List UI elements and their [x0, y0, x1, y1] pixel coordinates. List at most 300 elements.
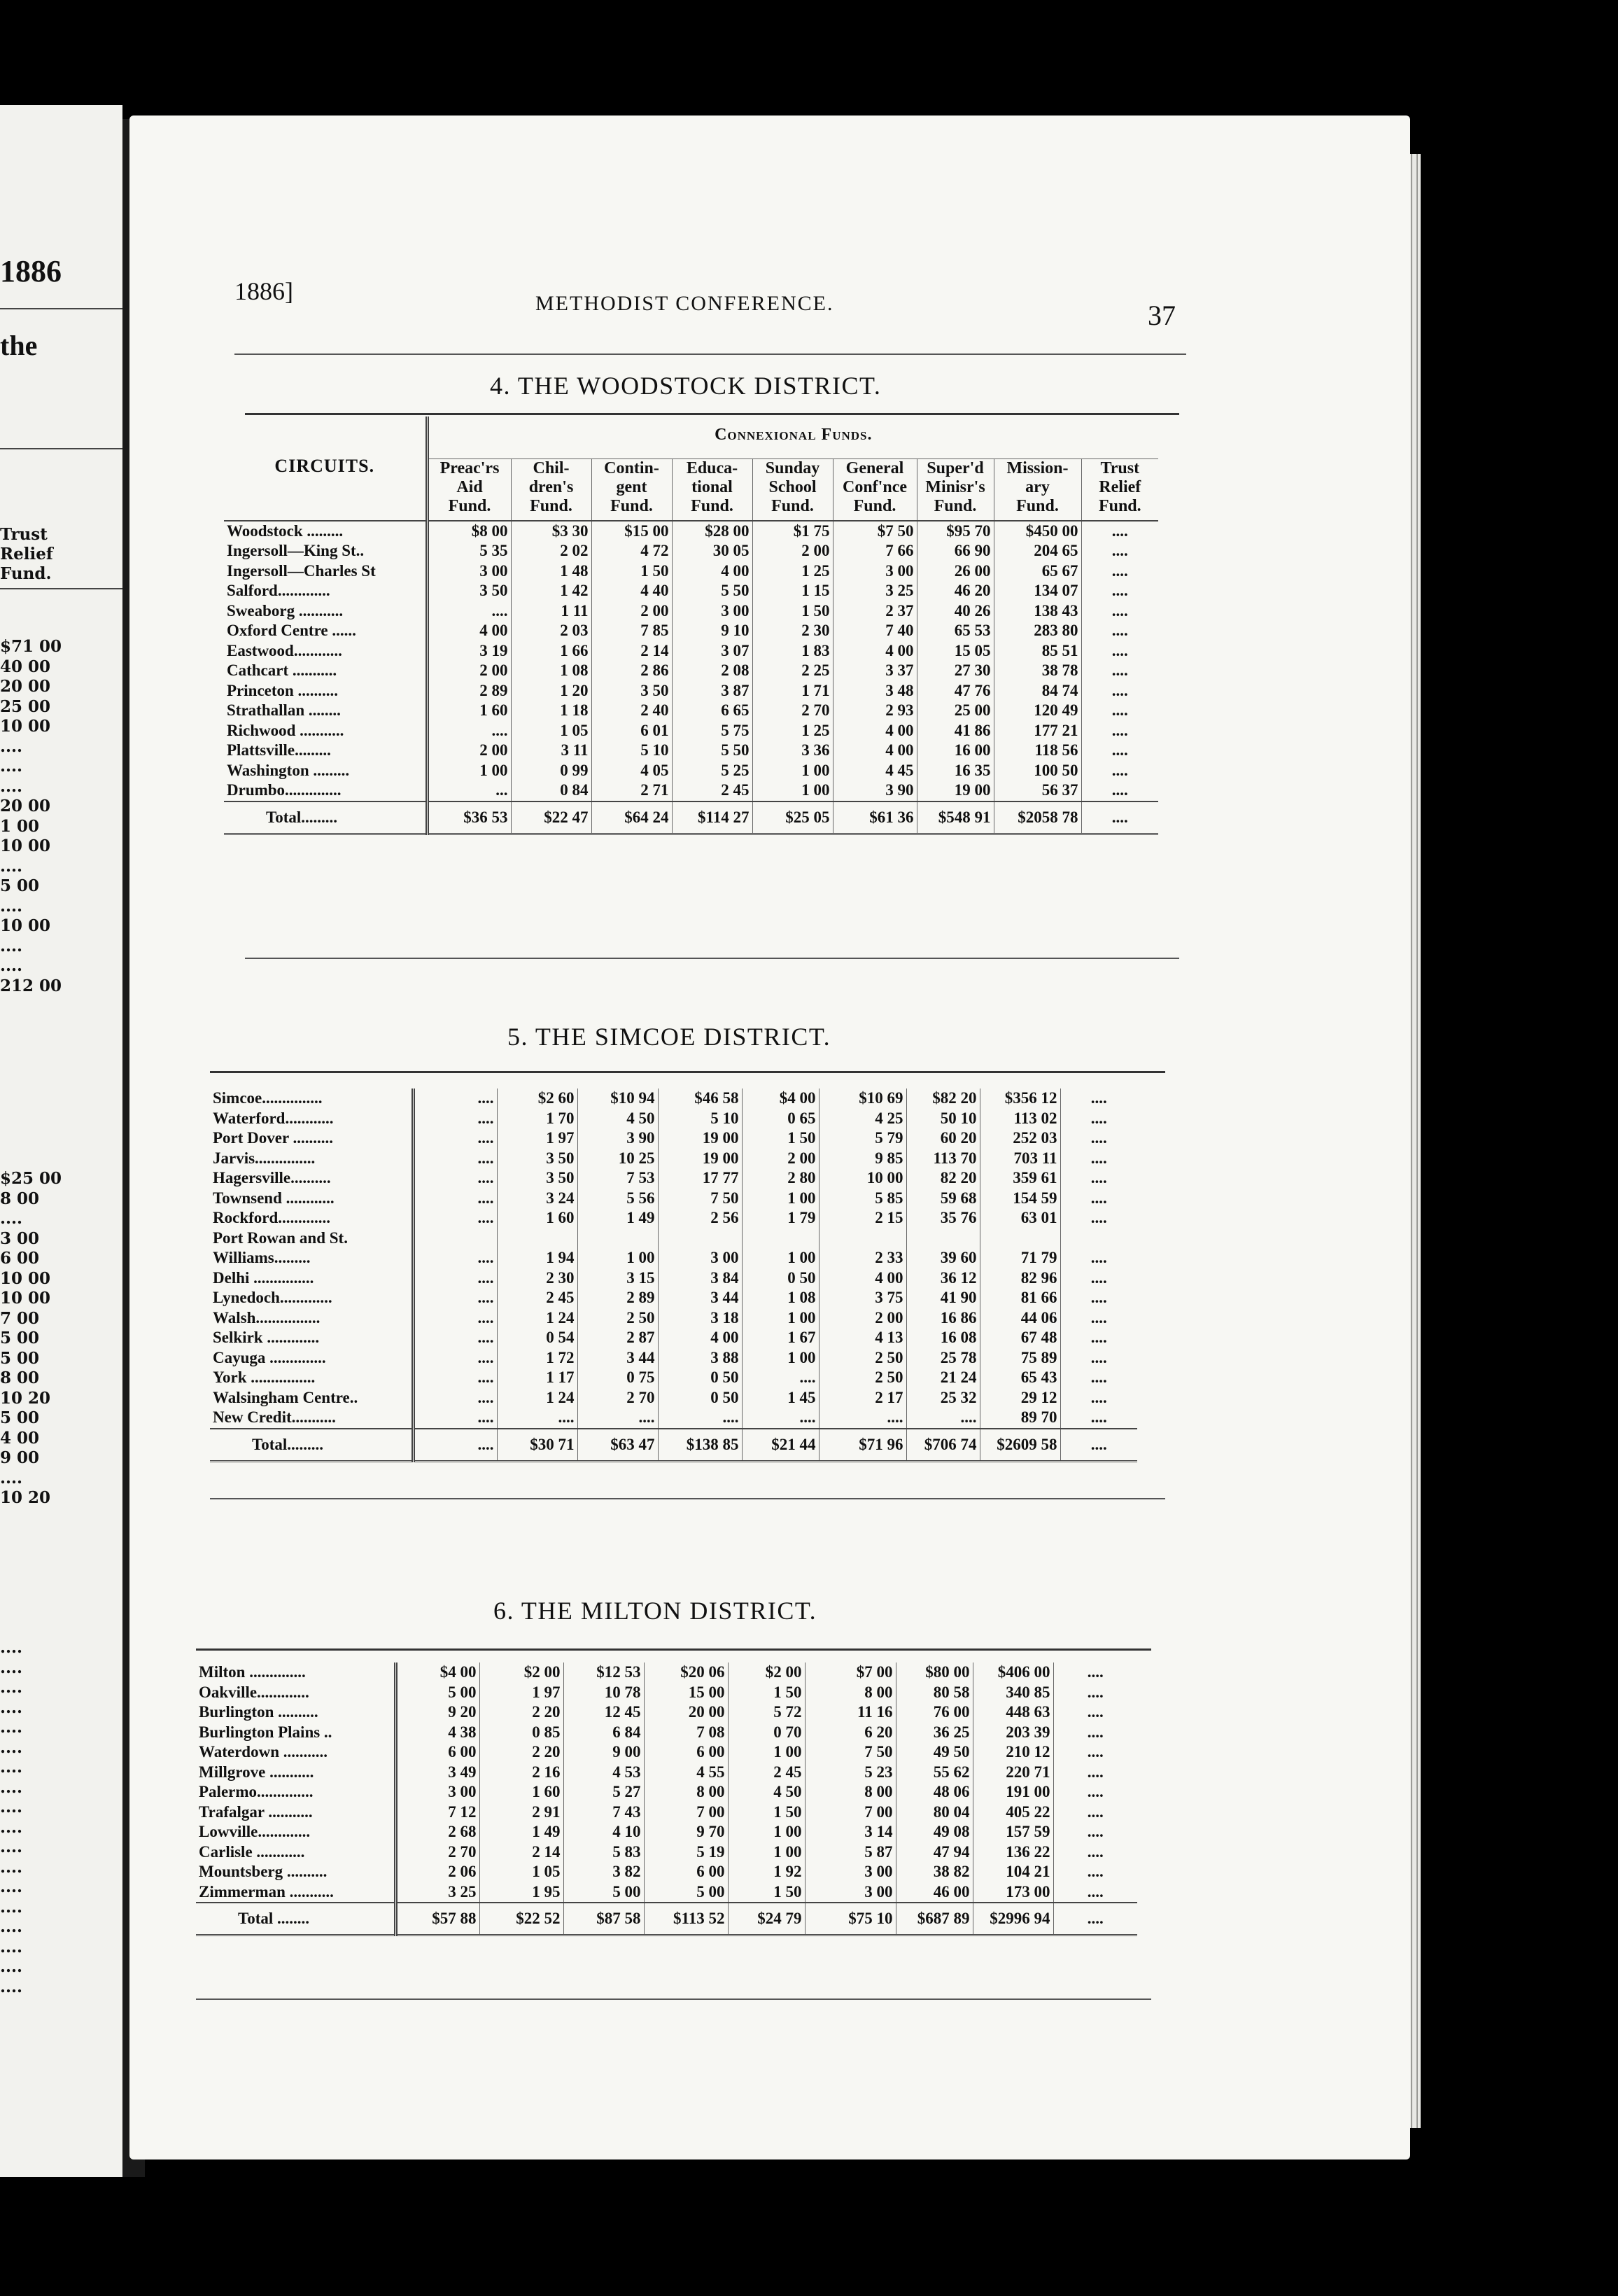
fund-value: 157 59	[973, 1822, 1053, 1842]
fund-value: 1 08	[511, 661, 591, 681]
fund-value: 21 24	[906, 1368, 980, 1388]
fund-value: 2 71	[591, 780, 672, 802]
circuit-name: Princeton ..........	[227, 681, 339, 699]
fund-value: 203 39	[973, 1723, 1053, 1743]
total-value: $64 24	[591, 802, 672, 834]
left-page-value: 6 00	[0, 1249, 40, 1268]
fund-column-header-line: Minisr's	[925, 477, 985, 496]
fund-value: 7 08	[644, 1723, 728, 1743]
fund-value: $356 12	[980, 1088, 1060, 1109]
fund-value: 154 59	[980, 1189, 1060, 1209]
fund-value: ....	[1060, 1388, 1137, 1408]
fund-value: 65 67	[994, 561, 1081, 582]
fund-value: 8 00	[805, 1683, 896, 1703]
fund-value: 2 68	[395, 1822, 479, 1842]
fund-value: 3 49	[395, 1763, 479, 1783]
fund-value: 7 12	[395, 1802, 479, 1823]
fund-value: 3 00	[833, 561, 917, 582]
fund-value: 2 17	[819, 1388, 906, 1408]
fund-value: 5 50	[672, 741, 752, 761]
fund-value: 7 43	[563, 1802, 644, 1823]
fund-value: 1 05	[479, 1862, 563, 1882]
total-value: $63 47	[577, 1429, 658, 1462]
fund-value: 1 00	[577, 1248, 658, 1268]
fund-value	[980, 1228, 1060, 1249]
fund-value: 2 93	[833, 701, 917, 721]
fund-value: 49 08	[896, 1822, 973, 1842]
fund-value: ....	[1081, 561, 1158, 582]
fund-value: 5 75	[672, 721, 752, 741]
fund-value: ....	[1081, 681, 1158, 701]
fund-value: 134 07	[994, 581, 1081, 601]
left-page-value: 5 00	[0, 876, 40, 895]
total-value: $2058 78	[994, 802, 1081, 834]
left-page-rule	[0, 588, 122, 589]
fund-value: 7 00	[805, 1802, 896, 1823]
fund-value: 340 85	[973, 1683, 1053, 1703]
circuit-row	[224, 741, 1158, 761]
fund-value: ....	[1081, 601, 1158, 622]
fund-value: 50 10	[906, 1109, 980, 1129]
fund-value: 1 00	[752, 761, 833, 781]
left-page-value: ....	[0, 1977, 23, 1996]
circuit-name: Eastwood............	[227, 641, 342, 659]
fund-value: 65 43	[980, 1368, 1060, 1388]
fund-value: 5 00	[395, 1683, 479, 1703]
total-value: $75 10	[805, 1903, 896, 1935]
circuit-row	[210, 1149, 1137, 1169]
circuit-row	[210, 1388, 1137, 1408]
circuit-row	[210, 1308, 1137, 1329]
circuit-row	[210, 1208, 1137, 1228]
fund-value: 191 00	[973, 1782, 1053, 1802]
total-row	[224, 802, 1158, 834]
left-page-value: ....	[0, 1209, 23, 1228]
district-table	[224, 416, 1158, 835]
left-page-value: ....	[0, 1678, 23, 1697]
fund-value: 2 86	[591, 661, 672, 681]
left-page-value: 20 00	[0, 797, 51, 816]
circuit-name: Burlington Plains ..	[199, 1723, 332, 1741]
fund-value: ....	[1081, 661, 1158, 681]
fund-value: 25 00	[917, 701, 994, 721]
fund-value: 136 22	[973, 1842, 1053, 1863]
left-page-value: 40 00	[0, 657, 51, 676]
fund-value: 7 53	[577, 1168, 658, 1189]
circuit-name: Palermo..............	[199, 1783, 314, 1800]
left-page-value: 5 00	[0, 1329, 40, 1348]
fund-column-header-line: Fund.	[448, 496, 491, 515]
left-page-value: 20 00	[0, 677, 51, 696]
fund-value: 3 00	[427, 561, 511, 582]
fund-value: ....	[413, 1088, 497, 1109]
fund-value: ....	[1053, 1862, 1137, 1882]
left-page-year: 1886	[0, 254, 62, 288]
left-page-value: 10 20	[0, 1488, 51, 1507]
fund-value: 1 08	[742, 1288, 819, 1308]
fund-value: ....	[1081, 581, 1158, 601]
fund-value: 1 94	[497, 1248, 577, 1268]
left-page-value: $71 00	[0, 637, 62, 656]
fund-value: 59 68	[906, 1189, 980, 1209]
fund-value: ....	[413, 1149, 497, 1169]
fund-value	[742, 1228, 819, 1249]
fund-value: 0 50	[742, 1268, 819, 1289]
fund-value: 7 50	[805, 1742, 896, 1763]
fund-value: ....	[1081, 741, 1158, 761]
circuit-row	[224, 721, 1158, 741]
circuits-header: CIRCUITS.	[224, 416, 427, 521]
fund-value: 2 37	[833, 601, 917, 622]
fund-value: 4 05	[591, 761, 672, 781]
total-value: $113 52	[644, 1903, 728, 1935]
fund-value: ....	[413, 1328, 497, 1348]
circuit-row	[210, 1168, 1137, 1189]
fund-value: ....	[819, 1408, 906, 1429]
fund-value: 49 50	[896, 1742, 973, 1763]
fund-column-header-line: tional	[691, 477, 733, 496]
left-page-value: 1 00	[0, 816, 40, 836]
circuit-row	[210, 1368, 1137, 1388]
fund-value: 3 07	[672, 641, 752, 662]
fund-value: $7 50	[833, 521, 917, 542]
left-page-value: 5 00	[0, 1408, 40, 1427]
circuit-row	[210, 1408, 1137, 1429]
fund-value: 36 25	[896, 1723, 973, 1743]
fund-value: 204 65	[994, 541, 1081, 561]
fund-value: 35 76	[906, 1208, 980, 1228]
fund-value: 3 44	[577, 1348, 658, 1368]
fund-column-header-line: Relief	[1099, 477, 1141, 496]
fund-value: 3 14	[805, 1822, 896, 1842]
fund-value: ....	[1060, 1088, 1137, 1109]
fund-value: 7 40	[833, 621, 917, 641]
fund-value: ....	[1060, 1208, 1137, 1228]
left-page-value: 7 00	[0, 1308, 40, 1328]
circuit-row	[196, 1782, 1137, 1802]
circuit-name: Trafalgar ...........	[199, 1802, 313, 1821]
fund-value: 2 00	[427, 661, 511, 681]
left-page-value: ....	[0, 1837, 23, 1856]
fund-value: ....	[1081, 621, 1158, 641]
fund-value: ....	[1081, 641, 1158, 662]
fund-value: ....	[1053, 1742, 1137, 1763]
circuit-name: Sweaborg ...........	[227, 601, 344, 620]
fund-value: ....	[1081, 521, 1158, 542]
circuit-name: Oxford Centre ......	[227, 622, 356, 639]
fund-value: $2 00	[479, 1662, 563, 1683]
fund-value: 2 14	[591, 641, 672, 662]
fund-value: 104 21	[973, 1862, 1053, 1882]
fund-value: 4 50	[577, 1109, 658, 1129]
fund-value: 38 78	[994, 661, 1081, 681]
fund-value: 9 85	[819, 1149, 906, 1169]
district-title-woodstock: 4. THE WOODSTOCK DISTRICT.	[490, 372, 882, 400]
fund-value	[1060, 1228, 1137, 1249]
total-value: $25 05	[752, 802, 833, 834]
fund-value: 177 21	[994, 721, 1081, 741]
fund-value: 3 25	[833, 581, 917, 601]
fund-value: ....	[413, 1408, 497, 1429]
total-value: ....	[1053, 1903, 1137, 1935]
circuit-name: Williams.........	[213, 1249, 311, 1266]
fund-value: 4 38	[395, 1723, 479, 1743]
fund-value: 1 25	[752, 561, 833, 582]
fund-value: 2 40	[591, 701, 672, 721]
fund-value: 47 76	[917, 681, 994, 701]
fund-value: 1 00	[752, 780, 833, 802]
fund-value: ....	[413, 1189, 497, 1209]
fund-value: 1 00	[427, 761, 511, 781]
circuit-name: Cathcart ...........	[227, 662, 337, 679]
fund-value: 0 50	[658, 1368, 742, 1388]
left-page-column-head	[0, 525, 53, 584]
fund-column-header	[752, 458, 833, 521]
circuit-name: Rockford.............	[213, 1209, 331, 1226]
fund-column-header-line: ary	[1025, 477, 1050, 496]
fund-value: 82 96	[980, 1268, 1060, 1289]
fund-value: 3 48	[833, 681, 917, 701]
left-page-value: ....	[0, 896, 23, 916]
fund-value: 0 85	[479, 1723, 563, 1743]
fund-value: 0 84	[511, 780, 591, 802]
circuit-name: Waterdown ...........	[199, 1743, 328, 1760]
fund-value: $450 00	[994, 521, 1081, 542]
fund-value: ....	[1060, 1408, 1137, 1429]
fund-value: 3 88	[658, 1348, 742, 1368]
fund-value: 2 91	[479, 1802, 563, 1823]
circuit-row	[224, 761, 1158, 781]
fund-value: 85 51	[994, 641, 1081, 662]
fund-value: 1 11	[511, 601, 591, 622]
fund-value: 9 00	[563, 1742, 644, 1763]
fund-value: 1 20	[511, 681, 591, 701]
circuit-row	[196, 1683, 1137, 1703]
fund-value: 25 78	[906, 1348, 980, 1368]
fund-column-header-line: School	[768, 477, 817, 496]
circuit-row	[224, 541, 1158, 561]
fund-value: 1 48	[511, 561, 591, 582]
fund-value: 5 25	[672, 761, 752, 781]
fund-value: ....	[1060, 1189, 1137, 1209]
fund-value: 1 00	[728, 1822, 805, 1842]
fund-value: ....	[577, 1408, 658, 1429]
fund-value: 1 18	[511, 701, 591, 721]
total-row	[210, 1429, 1137, 1462]
fund-value: 38 82	[896, 1862, 973, 1882]
district-title-milton: 6. THE MILTON DISTRICT.	[493, 1597, 817, 1625]
circuit-name: Simcoe...............	[213, 1089, 323, 1107]
fund-value: 2 33	[819, 1248, 906, 1268]
circuit-name: Drumbo..............	[227, 781, 342, 799]
fund-value: 4 53	[563, 1763, 644, 1783]
fund-value: 15 05	[917, 641, 994, 662]
fund-value: 2 00	[427, 741, 511, 761]
fund-value: 1 00	[742, 1348, 819, 1368]
fund-column-header-line: Preac'rs	[439, 458, 500, 477]
fund-column-header	[672, 458, 752, 521]
fund-value: 46 20	[917, 581, 994, 601]
fund-value: 2 70	[577, 1388, 658, 1408]
fund-value: 1 50	[742, 1128, 819, 1149]
fund-value: 3 11	[511, 741, 591, 761]
left-page-rule	[0, 448, 122, 449]
fund-value: 10 25	[577, 1149, 658, 1169]
fund-value: ....	[742, 1408, 819, 1429]
circuit-row	[224, 681, 1158, 701]
total-value: ....	[1060, 1429, 1137, 1462]
header-year: 1886]	[234, 277, 293, 305]
fund-value: $2 60	[497, 1088, 577, 1109]
circuit-row	[196, 1763, 1137, 1783]
total-value: $2609 58	[980, 1429, 1060, 1462]
fund-value: 39 60	[906, 1248, 980, 1268]
fund-column-header-line: Fund.	[1098, 496, 1141, 515]
fund-value: 1 60	[427, 701, 511, 721]
left-page-value: ....	[0, 1718, 23, 1737]
fund-value: 1 00	[742, 1308, 819, 1329]
fund-value: 2 56	[658, 1208, 742, 1228]
fund-value: 40 26	[917, 601, 994, 622]
left-page-value: 8 00	[0, 1368, 40, 1387]
left-page-value: ....	[0, 956, 23, 975]
circuit-name: Port Rowan and St.	[213, 1228, 348, 1247]
fund-value: 1 79	[742, 1208, 819, 1228]
fund-value: 80 58	[896, 1683, 973, 1703]
fund-value: 5 50	[672, 581, 752, 601]
fund-value: 16 86	[906, 1308, 980, 1329]
fund-column-header	[427, 458, 511, 521]
fund-value: 3 50	[427, 581, 511, 601]
circuit-row	[210, 1288, 1137, 1308]
fund-value: 2 89	[427, 681, 511, 701]
left-page-value: ....	[0, 1638, 23, 1657]
fund-value: 6 00	[644, 1862, 728, 1882]
fund-value: 0 75	[577, 1368, 658, 1388]
circuit-row	[210, 1268, 1137, 1289]
fund-column-header-line: Fund.	[934, 496, 977, 515]
fund-value: $8 00	[427, 521, 511, 542]
left-page-value: 5 00	[0, 1348, 40, 1368]
circuit-name: Port Dover ..........	[213, 1129, 334, 1147]
fund-value: 252 03	[980, 1128, 1060, 1149]
fund-value: 1 70	[497, 1109, 577, 1129]
fund-value: 3 36	[752, 741, 833, 761]
fund-value: 9 10	[672, 621, 752, 641]
left-page-value: 10 00	[0, 717, 51, 736]
fund-value: 4 00	[658, 1328, 742, 1348]
fund-value: $3 30	[511, 521, 591, 542]
fund-value: 89 70	[980, 1408, 1060, 1429]
left-page-value: ....	[0, 1798, 23, 1816]
fund-value: 2 50	[819, 1348, 906, 1368]
fund-column-header-line: Fund.	[530, 496, 572, 515]
fund-value: ....	[413, 1168, 497, 1189]
fund-value: 4 72	[591, 541, 672, 561]
left-page-value: ....	[0, 1468, 23, 1488]
table-top-rule	[245, 413, 1179, 415]
fund-value: 3 87	[672, 681, 752, 701]
fund-column-header-line: Fund.	[853, 496, 896, 515]
fund-value: ....	[1053, 1763, 1137, 1783]
circuit-name: Lynedoch.............	[213, 1289, 332, 1306]
total-value: $87 58	[563, 1903, 644, 1935]
fund-column-header-line: Aid	[456, 477, 483, 496]
fund-value: 3 15	[577, 1268, 658, 1289]
left-page-value: ....	[0, 1737, 23, 1757]
fund-value: 3 18	[658, 1308, 742, 1329]
circuit-row	[224, 661, 1158, 681]
left-page-value: ....	[0, 1777, 23, 1797]
fund-value: 82 20	[906, 1168, 980, 1189]
fund-column-header-line: Chil-	[533, 458, 570, 477]
fund-value: $20 06	[644, 1662, 728, 1683]
fund-value: 3 19	[427, 641, 511, 662]
fund-value: 2 00	[819, 1308, 906, 1329]
fund-value: 283 80	[994, 621, 1081, 641]
fund-value: 8 00	[805, 1782, 896, 1802]
fund-value: ....	[1081, 780, 1158, 802]
fund-value: 48 06	[896, 1782, 973, 1802]
fund-value: $10 69	[819, 1088, 906, 1109]
fund-value: ....	[413, 1388, 497, 1408]
circuit-name: Washington .........	[227, 761, 350, 779]
total-value: $24 79	[728, 1903, 805, 1935]
fund-value: 3 90	[833, 780, 917, 802]
fund-value: 75 89	[980, 1348, 1060, 1368]
fund-value: 81 66	[980, 1288, 1060, 1308]
fund-column-header	[833, 458, 917, 521]
circuit-row	[196, 1723, 1137, 1743]
fund-value: ....	[1060, 1168, 1137, 1189]
fund-column-header-line: Fund.	[691, 496, 733, 515]
circuit-row	[224, 641, 1158, 662]
fund-value: 16 00	[917, 741, 994, 761]
fund-value: ....	[413, 1288, 497, 1308]
circuit-name: Selkirk .............	[213, 1329, 320, 1346]
fund-value: 9 20	[395, 1702, 479, 1723]
total-value: ....	[1081, 802, 1158, 834]
fund-value: 46 00	[896, 1882, 973, 1903]
circuit-row	[210, 1189, 1137, 1209]
fund-value: 1 92	[728, 1862, 805, 1882]
left-page-value: ....	[0, 1897, 23, 1917]
fund-value: 3 37	[833, 661, 917, 681]
fund-value: 3 25	[395, 1882, 479, 1903]
fund-value: 2 70	[752, 701, 833, 721]
fund-value: 4 25	[819, 1109, 906, 1129]
circuit-row	[224, 780, 1158, 802]
fund-value: 7 85	[591, 621, 672, 641]
fund-value	[497, 1228, 577, 1249]
fund-column-header-line: Fund.	[771, 496, 814, 515]
fund-value: 56 37	[994, 780, 1081, 802]
fund-value: 3 00	[805, 1882, 896, 1903]
fund-value: 2 89	[577, 1288, 658, 1308]
fund-value: 7 66	[833, 541, 917, 561]
fund-value: 3 50	[497, 1149, 577, 1169]
fund-value: 17 77	[658, 1168, 742, 1189]
fund-value: ....	[658, 1408, 742, 1429]
total-value: $706 74	[906, 1429, 980, 1462]
fund-value: 3 00	[672, 601, 752, 622]
fund-value: ....	[413, 1348, 497, 1368]
circuit-row	[196, 1862, 1137, 1882]
fund-value: 7 00	[644, 1802, 728, 1823]
total-row	[196, 1903, 1137, 1935]
fund-value: 2 70	[395, 1842, 479, 1863]
fund-value: 0 50	[658, 1388, 742, 1408]
